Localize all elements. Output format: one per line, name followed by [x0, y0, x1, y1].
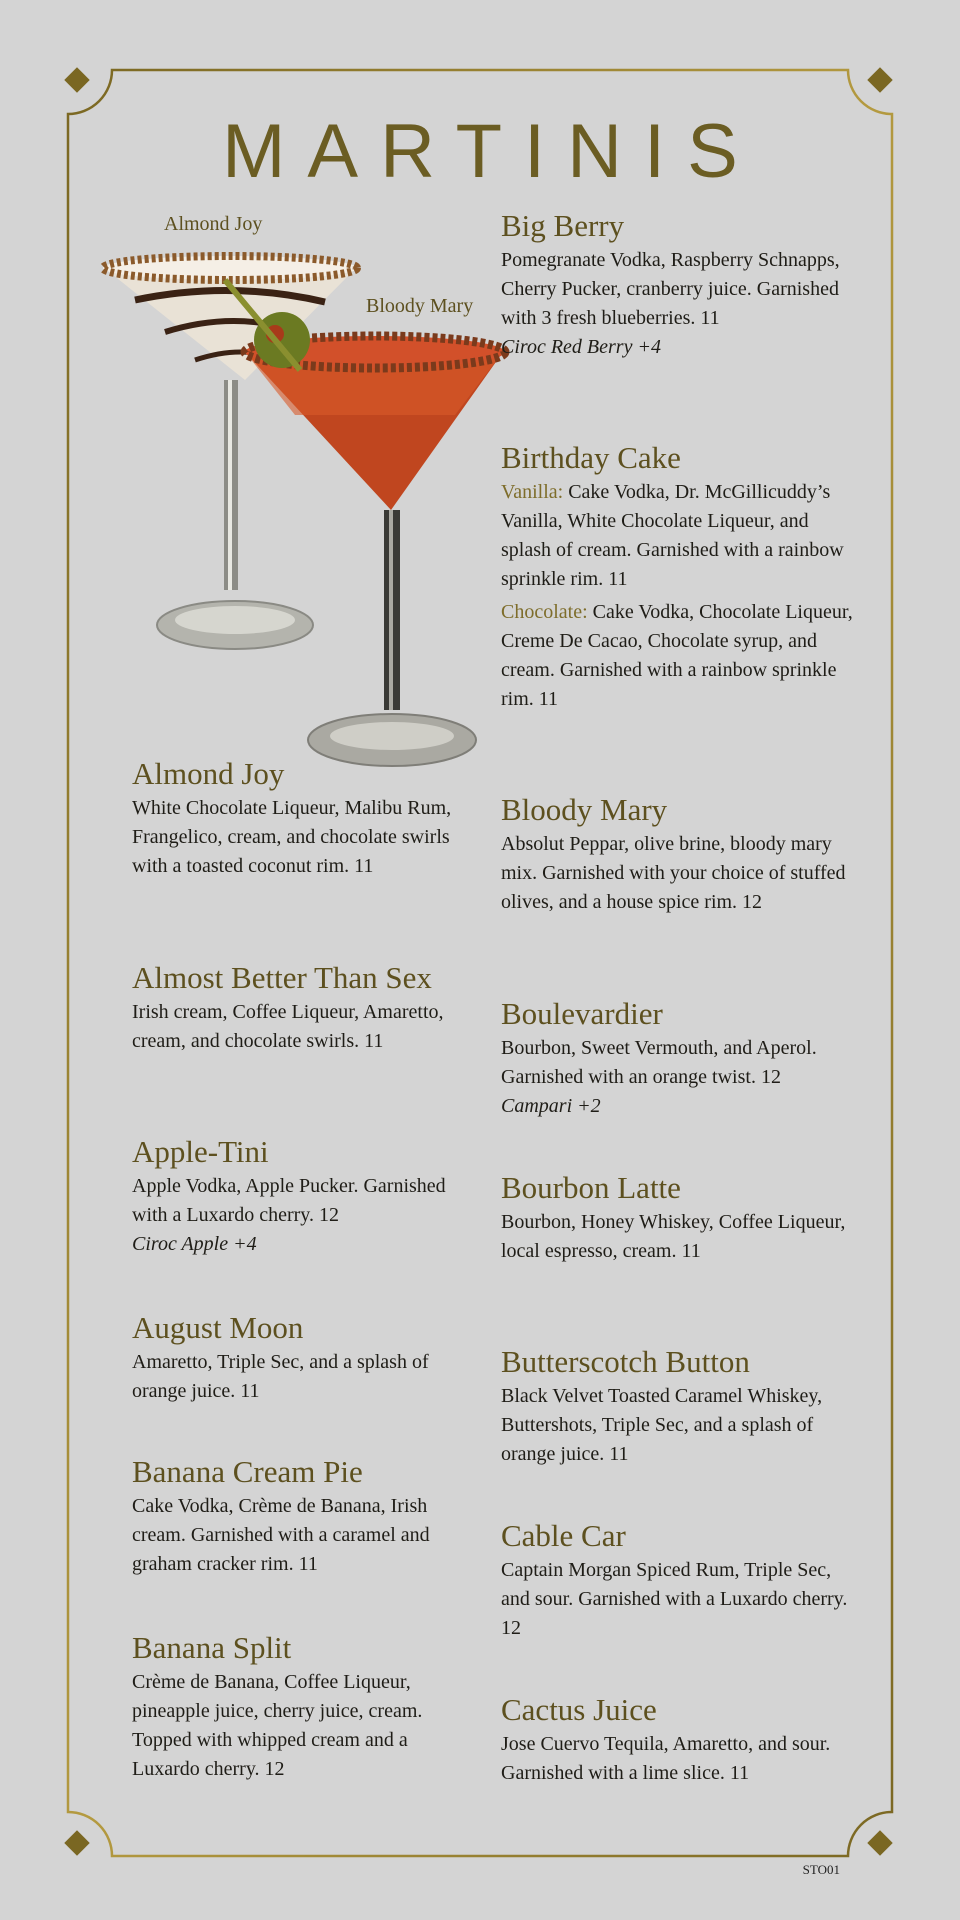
menu-title: MARTINIS: [222, 109, 760, 194]
menu-item: [132, 958, 477, 1056]
item-description: Amaretto, Triple Sec, and a splash of orange juice. 11: [132, 1351, 429, 1402]
item-description: Captain Morgan Spiced Rum, Triple Sec, and sour. Garnished with a Luxardo cherry. 12: [501, 1559, 848, 1639]
menu-item: [132, 754, 477, 881]
flavor-desc-chocolate: Cake Vodka, Chocolate Liqueur, Creme De Cacao, Chocolate syrup, and cream. Garnished with a rainbow sprinkle rim. 11: [501, 601, 853, 710]
item-description: Crème de Banana, Coffee Liqueur, pineapple juice, cherry juice, cream. Topped with whipped cream and a Luxardo cherry. 12: [132, 1671, 423, 1780]
menu-item: [501, 1690, 861, 1788]
item-name: August Moon: [132, 1310, 304, 1345]
item-name: Cable Car: [501, 1518, 626, 1553]
item-upsell: Ciroc Red Berry +4: [501, 336, 661, 358]
flavor-label-vanilla: Vanilla:: [501, 481, 564, 503]
item-upsell: Ciroc Apple +4: [132, 1233, 257, 1255]
item-description: Bourbon, Sweet Vermouth, and Aperol. Garnished with an orange twist. 12: [501, 1037, 817, 1088]
menu-item: [132, 1452, 477, 1579]
item-description: Black Velvet Toasted Caramel Whiskey, Buttershots, Triple Sec, and a splash of orange juice. 11: [501, 1385, 823, 1465]
flavor-desc-vanilla: Cake Vodka, Dr. McGillicuddy’s Vanilla, White Chocolate Liqueur, and splash of cream. Garnished with a rainbow sprinkle rim. 11: [501, 481, 844, 590]
menu-item: [501, 790, 861, 917]
menu-item: [501, 1516, 861, 1643]
item-name: Almost Better Than Sex: [132, 960, 432, 995]
item-description: Apple Vodka, Apple Pucker. Garnished with a Luxardo cherry. 12: [132, 1175, 446, 1226]
flavor-label-chocolate: Chocolate:: [501, 601, 588, 623]
menu-item: [501, 1342, 861, 1469]
item-name: Birthday Cake: [501, 440, 681, 475]
almond-joy-glass: [103, 256, 357, 649]
menu-item: [501, 206, 861, 362]
item-name: Big Berry: [501, 208, 625, 243]
bloody-mary-glass: [225, 280, 505, 766]
item-description: Absolut Peppar, olive brine, bloody mary mix. Garnished with your choice of stuffed olives, and a house spice rim. 12: [501, 833, 846, 913]
item-name: Cactus Juice: [501, 1692, 657, 1727]
martini-glasses-photo: [95, 240, 515, 770]
item-upsell: Campari +2: [501, 1095, 601, 1117]
photo-label-bloody-mary: Bloody Mary: [366, 295, 474, 317]
item-name: Almond Joy: [132, 756, 285, 791]
footer-code: STO01: [802, 1862, 840, 1877]
menu-item: [501, 1168, 861, 1266]
item-description: Jose Cuervo Tequila, Amaretto, and sour. Garnished with a lime slice. 11: [501, 1733, 831, 1784]
item-description-vanilla: [501, 478, 861, 594]
item-name: Bourbon Latte: [501, 1170, 681, 1205]
item-description: Bourbon, Honey Whiskey, Coffee Liqueur, local espresso, cream. 11: [501, 1211, 846, 1262]
item-description: Irish cream, Coffee Liqueur, Amaretto, cream, and chocolate swirls. 11: [132, 1001, 444, 1052]
item-name: Bloody Mary: [501, 792, 668, 827]
item-name: Boulevardier: [501, 996, 663, 1031]
item-description: White Chocolate Liqueur, Malibu Rum, Frangelico, cream, and chocolate swirls with a toasted coconut rim. 11: [132, 797, 452, 877]
item-name: Banana Cream Pie: [132, 1454, 363, 1489]
item-name: Banana Split: [132, 1630, 292, 1665]
menu-item: [132, 1628, 477, 1784]
item-name: Butterscotch Button: [501, 1344, 750, 1379]
item-name: Apple-Tini: [132, 1134, 269, 1169]
photo-label-almond-joy: Almond Joy: [164, 213, 263, 235]
menu-item: [132, 1132, 477, 1259]
item-description: Pomegranate Vodka, Raspberry Schnapps, Cherry Pucker, cranberry juice. Garnished with 3 fresh blueberries. 11: [501, 249, 840, 329]
menu-item: [501, 438, 861, 714]
item-description-chocolate: [501, 598, 861, 714]
menu-item: [501, 994, 861, 1121]
menu-item: [132, 1308, 477, 1406]
item-description: Cake Vodka, Crème de Banana, Irish cream. Garnished with a caramel and graham cracker rim. 11: [132, 1495, 430, 1575]
